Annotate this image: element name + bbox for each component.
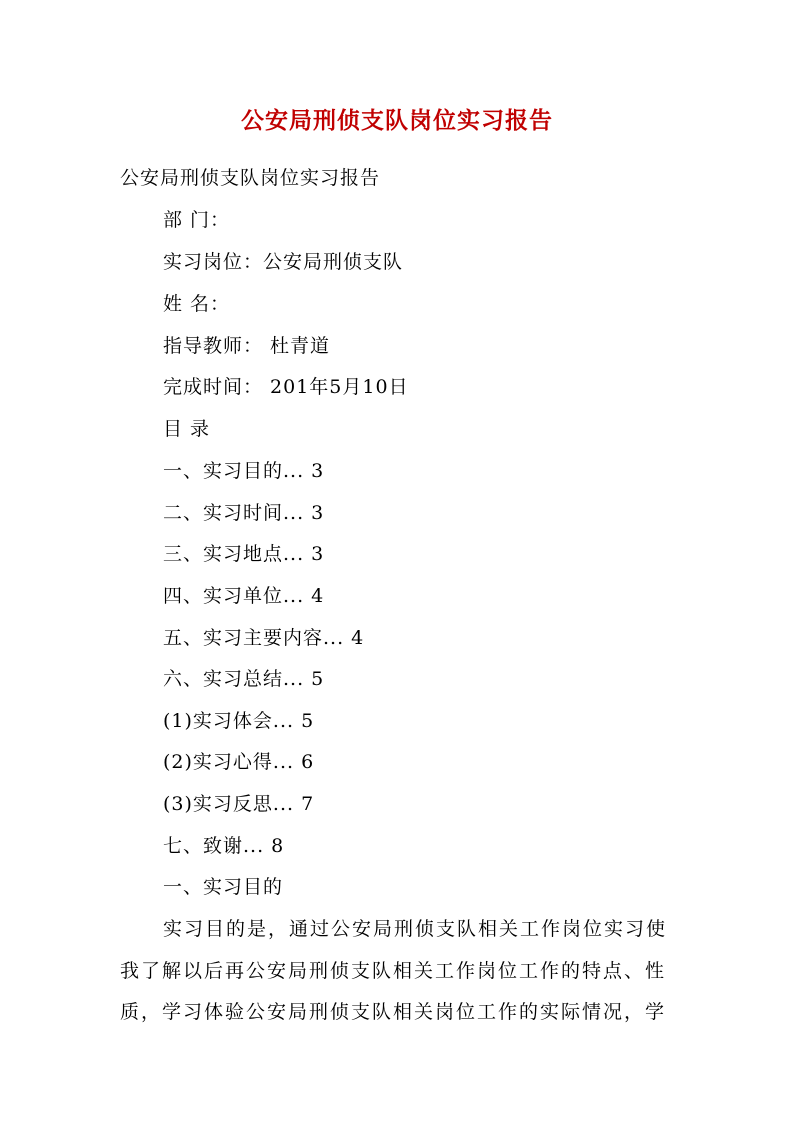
toc-item: 四、实习单位... 4	[163, 585, 325, 607]
toc-item: 三、实习地点... 3	[163, 543, 325, 565]
toc-item: (1)实习体会... 5	[163, 710, 315, 732]
toc-item: (2)实习心得... 6	[163, 751, 315, 773]
toc-heading: 目 录	[163, 418, 211, 440]
toc-item: 一、实习目的... 3	[163, 460, 325, 482]
paragraph-line: 实习目的是，通过公安局刑侦支队相关工作岗位实习使	[163, 918, 668, 940]
field-instructor: 指导教师： 杜青道	[163, 335, 331, 357]
toc-item: 六、实习总结... 5	[163, 668, 325, 690]
paragraph-line: 我了解以后再公安局刑侦支队相关工作岗位工作的特点、性	[120, 960, 667, 982]
paragraph-line: 质，学习体验公安局刑侦支队相关岗位工作的实际情况，学	[120, 1001, 667, 1023]
field-position: 实习岗位：公安局刑侦支队	[163, 251, 404, 273]
toc-item: 七、致谢... 8	[163, 835, 285, 857]
field-name: 姓 名：	[163, 293, 231, 315]
toc-item: 二、实习时间... 3	[163, 502, 325, 524]
toc-item: 五、实习主要内容... 4	[163, 627, 365, 649]
field-department: 部 门：	[163, 209, 231, 231]
toc-item: (3)实习反思... 7	[163, 793, 315, 815]
document-title: 公安局刑侦支队岗位实习报告	[241, 107, 553, 134]
field-completion-date: 完成时间： 201年5月10日	[163, 376, 409, 398]
section-heading: 一、实习目的	[163, 876, 284, 898]
document-subtitle: 公安局刑侦支队岗位实习报告	[120, 167, 381, 189]
